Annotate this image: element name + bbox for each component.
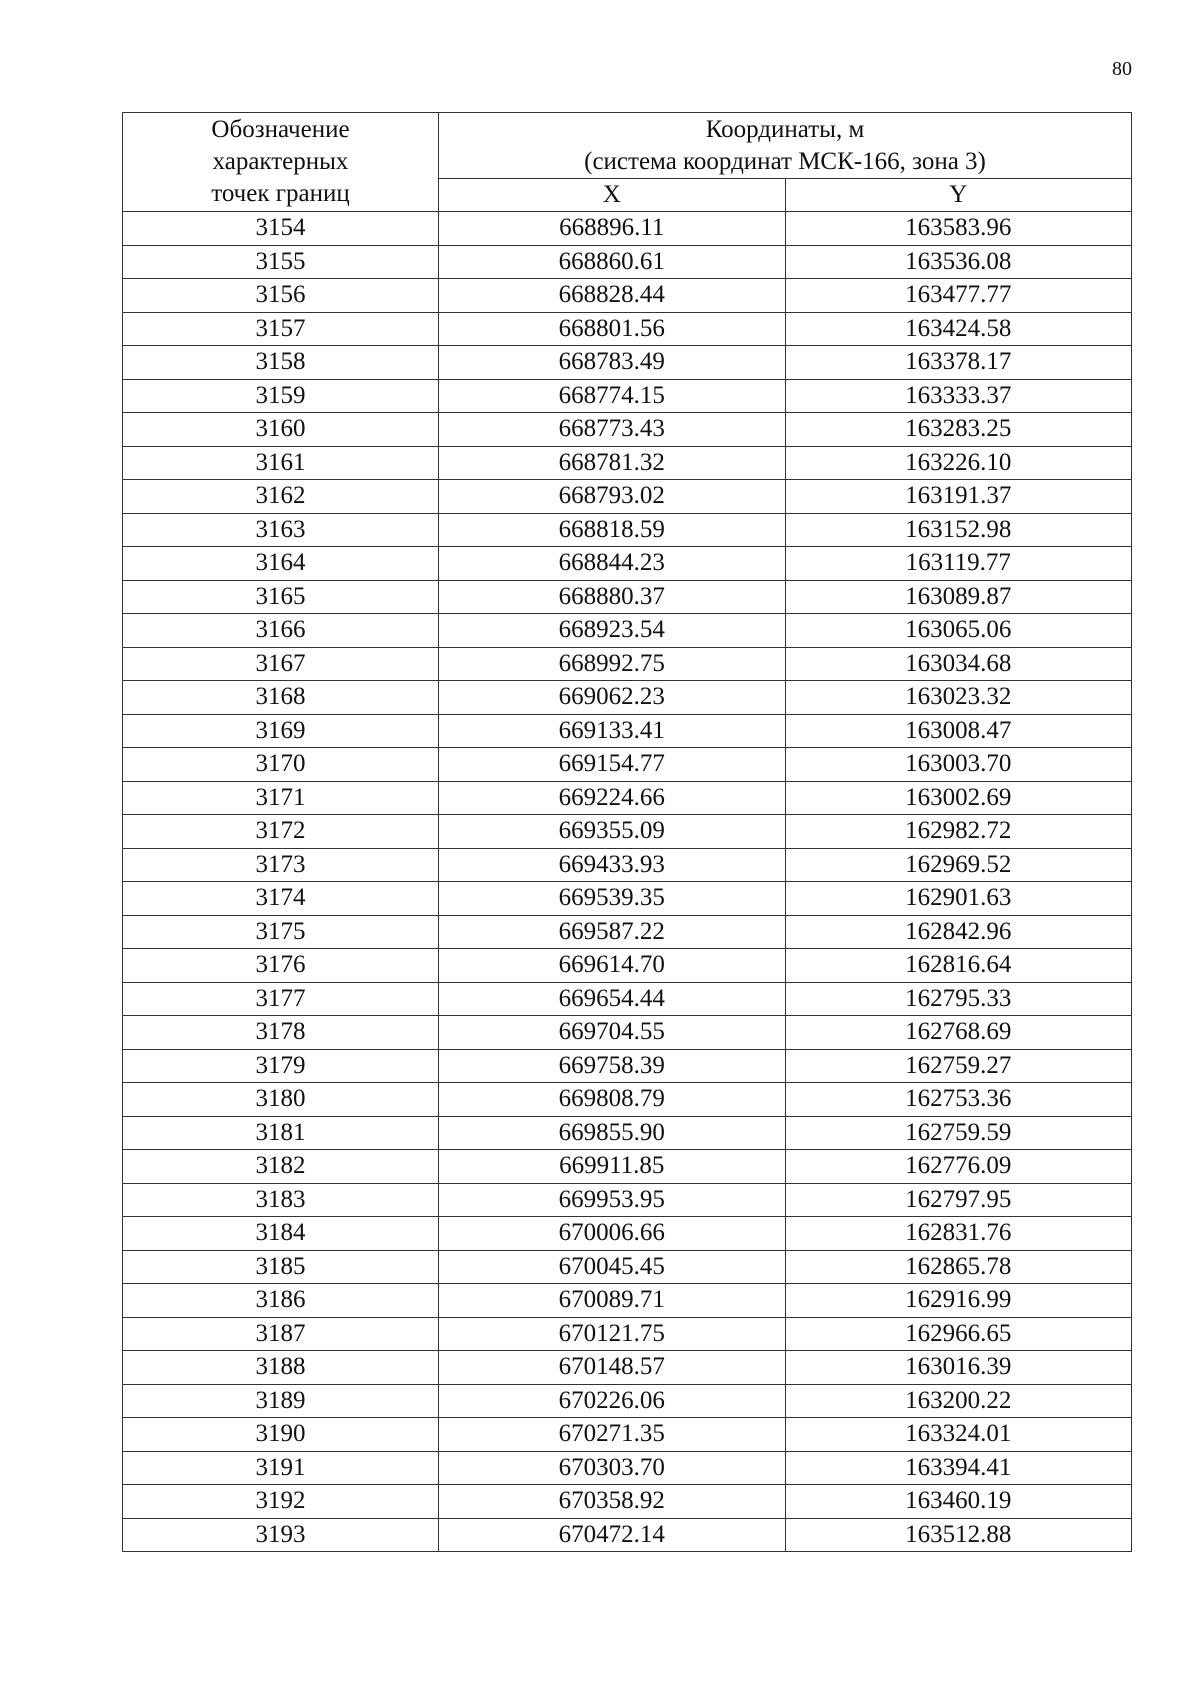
x-coordinate-cell: 670089.71 <box>439 1284 786 1318</box>
x-coordinate-cell: 670045.45 <box>439 1250 786 1284</box>
point-header-line: точек границ <box>211 180 350 207</box>
x-header: X <box>439 179 786 212</box>
point-id-cell: 3191 <box>123 1451 439 1485</box>
x-coordinate-cell: 669614.70 <box>439 949 786 983</box>
y-coordinate-cell: 163324.01 <box>785 1418 1132 1452</box>
point-id-cell: 3189 <box>123 1384 439 1418</box>
y-coordinate-cell: 162969.52 <box>785 848 1132 882</box>
table-row <box>123 982 1132 1016</box>
y-coordinate-cell: 163119.77 <box>785 547 1132 581</box>
x-coordinate-cell: 670303.70 <box>439 1451 786 1485</box>
coordinates-header-line: (система координат МСК-166, зона 3) <box>584 147 986 175</box>
table-row <box>123 379 1132 413</box>
x-coordinate-cell: 668896.11 <box>439 212 786 246</box>
x-coordinate-cell: 670121.75 <box>439 1317 786 1351</box>
y-coordinate-cell: 162831.76 <box>785 1217 1132 1251</box>
point-id-cell: 3187 <box>123 1317 439 1351</box>
point-id-cell: 3181 <box>123 1116 439 1150</box>
point-id-cell: 3157 <box>123 312 439 346</box>
table-row <box>123 413 1132 447</box>
y-coordinate-cell: 162768.69 <box>785 1016 1132 1050</box>
point-id-cell: 3165 <box>123 580 439 614</box>
y-coordinate-cell: 163583.96 <box>785 212 1132 246</box>
table-row <box>123 480 1132 514</box>
table-row <box>123 1351 1132 1385</box>
y-header: Y <box>785 179 1132 212</box>
table-row <box>123 681 1132 715</box>
x-coordinate-cell: 668781.32 <box>439 446 786 480</box>
table-row <box>123 1016 1132 1050</box>
point-id-cell: 3186 <box>123 1284 439 1318</box>
x-coordinate-cell: 669539.35 <box>439 882 786 916</box>
point-id-cell: 3154 <box>123 212 439 246</box>
x-coordinate-cell: 669808.79 <box>439 1083 786 1117</box>
x-coordinate-cell: 670226.06 <box>439 1384 786 1418</box>
table-row <box>123 848 1132 882</box>
table-row <box>123 346 1132 380</box>
table-row <box>123 781 1132 815</box>
y-coordinate-cell: 162982.72 <box>785 815 1132 849</box>
table-row <box>123 1183 1132 1217</box>
point-id-cell: 3155 <box>123 245 439 279</box>
y-coordinate-cell: 163512.88 <box>785 1518 1132 1552</box>
point-id-cell: 3168 <box>123 681 439 715</box>
point-id-cell: 3182 <box>123 1150 439 1184</box>
y-coordinate-cell: 163394.41 <box>785 1451 1132 1485</box>
point-id-cell: 3193 <box>123 1518 439 1552</box>
y-coordinate-cell: 163016.39 <box>785 1351 1132 1385</box>
y-coordinate-cell: 162916.99 <box>785 1284 1132 1318</box>
coordinates-header-line: Координаты, м <box>705 115 865 143</box>
x-coordinate-cell: 668783.49 <box>439 346 786 380</box>
y-coordinate-cell: 163065.06 <box>785 614 1132 648</box>
table-row <box>123 748 1132 782</box>
point-id-cell: 3161 <box>123 446 439 480</box>
point-id-cell: 3170 <box>123 748 439 782</box>
point-id-cell: 3190 <box>123 1418 439 1452</box>
y-coordinate-cell: 163089.87 <box>785 580 1132 614</box>
x-coordinate-cell: 670472.14 <box>439 1518 786 1552</box>
y-coordinate-cell: 163333.37 <box>785 379 1132 413</box>
y-coordinate-cell: 163477.77 <box>785 279 1132 313</box>
x-coordinate-cell: 669062.23 <box>439 681 786 715</box>
point-id-cell: 3184 <box>123 1217 439 1251</box>
x-coordinate-cell: 668793.02 <box>439 480 786 514</box>
table-row <box>123 1485 1132 1519</box>
point-header <box>123 113 439 212</box>
point-id-cell: 3162 <box>123 480 439 514</box>
x-coordinate-cell: 668801.56 <box>439 312 786 346</box>
x-coordinate-cell: 669911.85 <box>439 1150 786 1184</box>
point-id-cell: 3177 <box>123 982 439 1016</box>
x-coordinate-cell: 669154.77 <box>439 748 786 782</box>
y-coordinate-cell: 163002.69 <box>785 781 1132 815</box>
table-row <box>123 614 1132 648</box>
x-coordinate-cell: 668992.75 <box>439 647 786 681</box>
table-row <box>123 815 1132 849</box>
x-coordinate-cell: 670006.66 <box>439 1217 786 1251</box>
y-coordinate-cell: 163283.25 <box>785 413 1132 447</box>
y-coordinate-cell: 162776.09 <box>785 1150 1132 1184</box>
x-coordinate-cell: 669758.39 <box>439 1049 786 1083</box>
x-coordinate-cell: 668844.23 <box>439 547 786 581</box>
table-row <box>123 1116 1132 1150</box>
point-id-cell: 3163 <box>123 513 439 547</box>
table-row <box>123 949 1132 983</box>
y-coordinate-cell: 162816.64 <box>785 949 1132 983</box>
point-id-cell: 3164 <box>123 547 439 581</box>
x-coordinate-cell: 668818.59 <box>439 513 786 547</box>
point-id-cell: 3172 <box>123 815 439 849</box>
y-coordinate-cell: 162759.59 <box>785 1116 1132 1150</box>
table-row <box>123 245 1132 279</box>
x-coordinate-cell: 668773.43 <box>439 413 786 447</box>
table-row <box>123 1250 1132 1284</box>
point-id-cell: 3166 <box>123 614 439 648</box>
x-coordinate-cell: 669855.90 <box>439 1116 786 1150</box>
x-coordinate-cell: 668774.15 <box>439 379 786 413</box>
y-coordinate-cell: 162865.78 <box>785 1250 1132 1284</box>
x-coordinate-cell: 668860.61 <box>439 245 786 279</box>
table-row <box>123 580 1132 614</box>
y-coordinate-cell: 162753.36 <box>785 1083 1132 1117</box>
y-coordinate-cell: 163378.17 <box>785 346 1132 380</box>
x-coordinate-cell: 669433.93 <box>439 848 786 882</box>
point-id-cell: 3185 <box>123 1250 439 1284</box>
y-coordinate-cell: 163034.68 <box>785 647 1132 681</box>
table-row <box>123 1150 1132 1184</box>
x-coordinate-cell: 670271.35 <box>439 1418 786 1452</box>
point-id-cell: 3180 <box>123 1083 439 1117</box>
x-coordinate-cell: 669654.44 <box>439 982 786 1016</box>
table-row <box>123 1317 1132 1351</box>
point-id-cell: 3179 <box>123 1049 439 1083</box>
point-id-cell: 3188 <box>123 1351 439 1385</box>
table-row <box>123 1451 1132 1485</box>
table-row <box>123 1384 1132 1418</box>
y-coordinate-cell: 162795.33 <box>785 982 1132 1016</box>
x-coordinate-cell: 669355.09 <box>439 815 786 849</box>
table-row <box>123 1284 1132 1318</box>
point-id-cell: 3174 <box>123 882 439 916</box>
y-coordinate-cell: 163023.32 <box>785 681 1132 715</box>
x-coordinate-cell: 669953.95 <box>439 1183 786 1217</box>
page-number: 80 <box>1112 58 1132 80</box>
table-body <box>123 212 1132 1552</box>
point-id-cell: 3178 <box>123 1016 439 1050</box>
y-coordinate-cell: 163008.47 <box>785 714 1132 748</box>
x-coordinate-cell: 669704.55 <box>439 1016 786 1050</box>
y-coordinate-cell: 163226.10 <box>785 446 1132 480</box>
y-coordinate-cell: 162901.63 <box>785 882 1132 916</box>
table-row <box>123 882 1132 916</box>
table-row <box>123 547 1132 581</box>
y-coordinate-cell: 163003.70 <box>785 748 1132 782</box>
point-header-line: характерных <box>212 148 349 175</box>
point-id-cell: 3176 <box>123 949 439 983</box>
point-id-cell: 3167 <box>123 647 439 681</box>
x-coordinate-cell: 669224.66 <box>439 781 786 815</box>
y-coordinate-cell: 163191.37 <box>785 480 1132 514</box>
table-row <box>123 1518 1132 1552</box>
table-row <box>123 915 1132 949</box>
coordinates-table <box>122 112 1132 1552</box>
y-coordinate-cell: 163200.22 <box>785 1384 1132 1418</box>
table-row <box>123 647 1132 681</box>
x-coordinate-cell: 668923.54 <box>439 614 786 648</box>
point-id-cell: 3175 <box>123 915 439 949</box>
x-coordinate-cell: 668880.37 <box>439 580 786 614</box>
table-row <box>123 1083 1132 1117</box>
point-id-cell: 3169 <box>123 714 439 748</box>
y-coordinate-cell: 163460.19 <box>785 1485 1132 1519</box>
y-coordinate-cell: 162759.27 <box>785 1049 1132 1083</box>
table-header <box>123 113 1132 212</box>
point-id-cell: 3173 <box>123 848 439 882</box>
x-coordinate-cell: 670148.57 <box>439 1351 786 1385</box>
point-id-cell: 3158 <box>123 346 439 380</box>
y-coordinate-cell: 162842.96 <box>785 915 1132 949</box>
coordinates-header <box>439 113 1132 179</box>
table-row <box>123 714 1132 748</box>
y-coordinate-cell: 163424.58 <box>785 312 1132 346</box>
table-row <box>123 513 1132 547</box>
point-id-cell: 3192 <box>123 1485 439 1519</box>
y-coordinate-cell: 163536.08 <box>785 245 1132 279</box>
y-coordinate-cell: 163152.98 <box>785 513 1132 547</box>
point-id-cell: 3160 <box>123 413 439 447</box>
table-row <box>123 312 1132 346</box>
x-coordinate-cell: 670358.92 <box>439 1485 786 1519</box>
table-row <box>123 1217 1132 1251</box>
table-row <box>123 212 1132 246</box>
point-id-cell: 3171 <box>123 781 439 815</box>
y-coordinate-cell: 162966.65 <box>785 1317 1132 1351</box>
x-coordinate-cell: 668828.44 <box>439 279 786 313</box>
table-row <box>123 1049 1132 1083</box>
point-id-cell: 3156 <box>123 279 439 313</box>
table-row <box>123 1418 1132 1452</box>
point-id-cell: 3183 <box>123 1183 439 1217</box>
header-row <box>123 113 1132 179</box>
table-row <box>123 446 1132 480</box>
y-coordinate-cell: 162797.95 <box>785 1183 1132 1217</box>
x-coordinate-cell: 669587.22 <box>439 915 786 949</box>
table-row <box>123 279 1132 313</box>
point-header-line: Обозначение <box>211 116 350 143</box>
point-id-cell: 3159 <box>123 379 439 413</box>
x-coordinate-cell: 669133.41 <box>439 714 786 748</box>
